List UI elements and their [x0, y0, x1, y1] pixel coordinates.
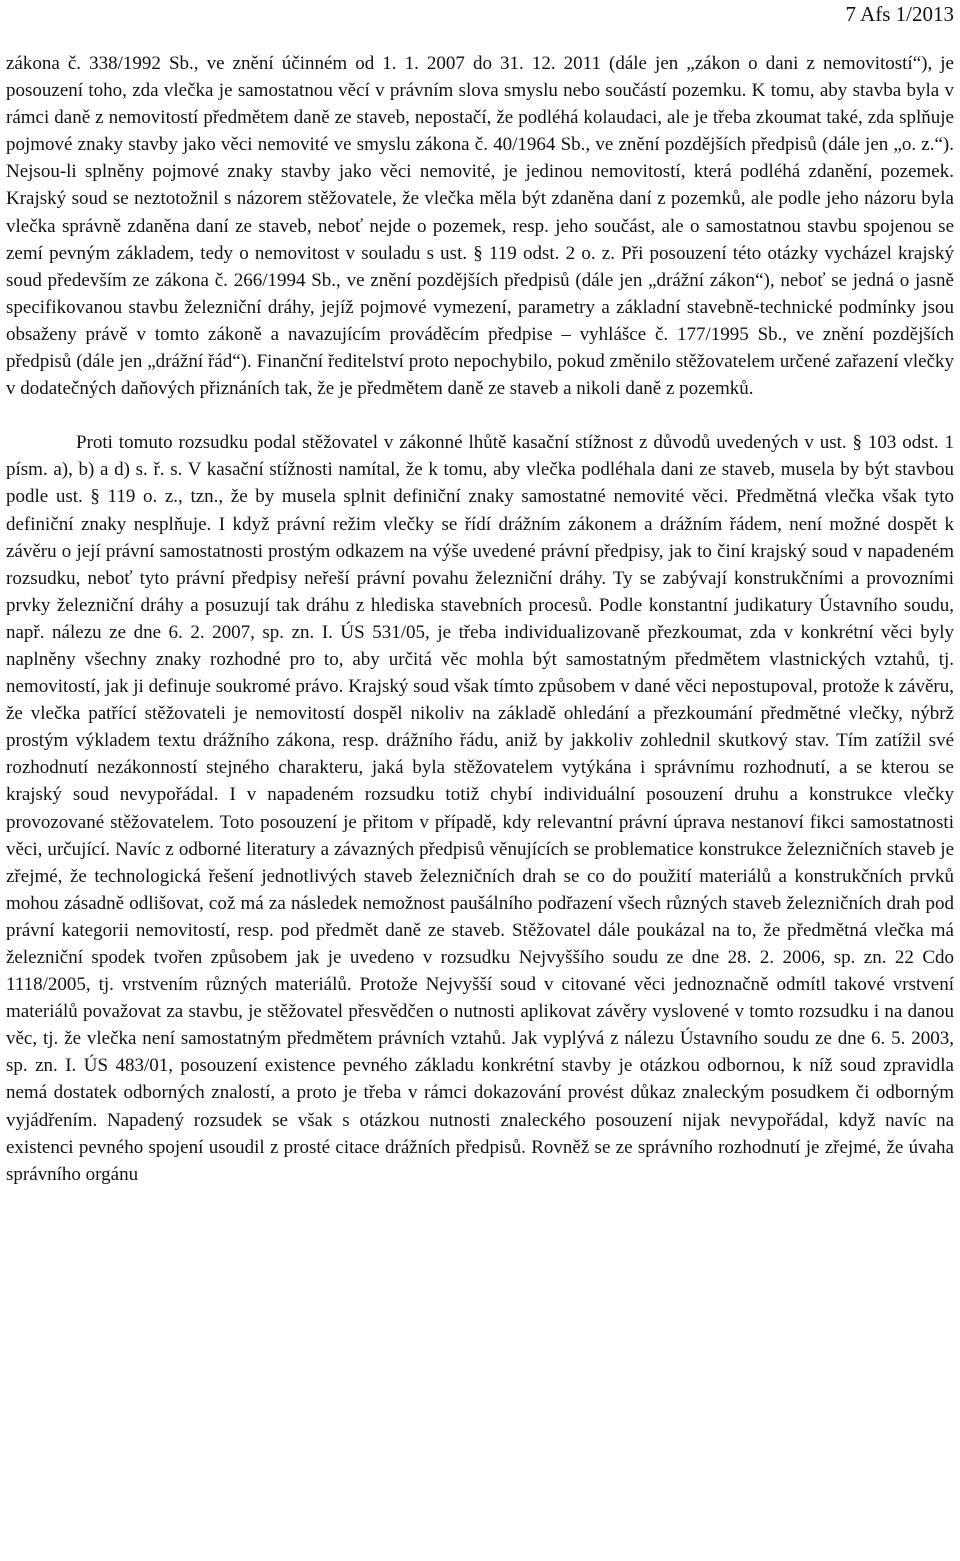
document-page: [6, 0, 954, 1561]
paragraph-continuation: zákona č. 338/1992 Sb., ve znění účinném od 1. 1. 2007 do 31. 12. 2011 (dále jen „zákon o dani z nemovitostí“), je posouzení toho, zda vlečka je samostatnou věcí v právním slova smyslu nebo součástí pozemku. K tomu, aby stavba byla v rámci daně z nemovitostí předmětem daně ze staveb, nepostačí, že podléhá kolaudaci, ale je třeba zkoumat také, zda splňuje pojmové znaky stavby jako věci nemovité ve smyslu zákona č. 40/1964 Sb., ve znění pozdějších předpisů (dále jen „o. z.“). Nejsou-li splněny pojmové znaky stavby jako věci nemovité, je jedinou nemovitostí, která podléhá zdanění, pozemek. Krajský soud se neztotožnil s názorem stěžovatele, že vlečka měla být zdaněna daní z pozemků, ale podle jeho názoru byla vlečka správně zdaněna daní ze staveb, neboť nejde o pozemek, resp. jeho součást, ale o samostatnou stavbu spojenou se zemí pevným základem, tedy o nemovitost v souladu s ust. § 119 odst. 2 o. z. Při posouzení této otázky vycházel krajský soud především ze zákona č. 266/1994 Sb., ve znění pozdějších předpisů (dále jen „drážní zákon“), neboť se jedná o jasně specifikovanou stavbu železniční dráhy, jejíž pojmové vymezení, parametry a základní stavebně-technické podmínky jsou obsaženy právě v tomto zákoně a navazujícím prováděcím předpise – vyhlášce č. 177/1995 Sb., ve znění pozdějších předpisů (dále jen „drážní řád“). Finanční ředitelství proto nepochybilo, pokud změnilo stěžovatelem určené zařazení vlečky v dodatečných daňových přiznáních tak, že je předmětem daně ze staveb a nikoli daně z pozemků.: [6, 53, 954, 400]
document-body: [6, 50, 954, 1188]
case-number-header: 7 Afs 1/2013: [845, 2, 954, 26]
paragraph-cassation-complaint: Proti tomuto rozsudku podal stěžovatel v zákonné lhůtě kasační stížnost z důvodů uvedených v ust. § 103 odst. 1 písm. a), b) a d) s. ř. s. V kasační stížnosti namítal, že k tomu, aby vlečka podléhala dani ze staveb, musela by být stavbou podle ust. § 119 o. z., tzn., že by musela splnit definiční znaky samostatné nemovité věci. Předmětná vlečka však tyto definiční znaky nesplňuje. I když právní režim vlečky se řídí drážním zákonem a drážním řádem, není možné dospět k závěru o její právní samostatnosti prostým odkazem na výše uvedené právní předpisy, jak to činí krajský soud v napadeném rozsudku, neboť tyto právní předpisy neřeší právní povahu železniční dráhy. Ty se zabývají konstrukčními a provozními prvky železniční dráhy a posuzují tak dráhu z hlediska stavebních procesů. Podle konstantní judikatury Ústavního soudu, např. nálezu ze dne 6. 2. 2007, sp. zn. I. ÚS 531/05, je třeba individualizovaně přezkoumat, zda v konkrétní věci byly naplněny všechny znaky rozhodné pro to, aby určitá věc mohla být samostatným předmětem vlastnických vztahů, tj. nemovitostí, jak ji definuje soukromé právo. Krajský soud však tímto způsobem v dané věci nepostupoval, protože k závěru, že vlečka patřící stěžovateli je nemovitostí dospěl nikoliv na základě ohledání a přezkoumání předmětné vlečky, nýbrž prostým výkladem textu drážního zákona, resp. drážního řádu, aniž by jakkoliv zohlednil skutkový stav. Tím zatížil své rozhodnutí nezákonností stejného charakteru, jaká byla stěžovatelem vytýkána i správnímu rozhodnutí, a se kterou se krajský soud nevypořádal. I v napadeném rozsudku totiž chybí individuální posouzení druhu a konstrukce vlečky provozované stěžovatelem. Toto posouzení je přitom v případě, kdy relevantní právní úprava nestanoví fikci samostatnosti věci, určující. Navíc z odborné literatury a závazných předpisů věnujících se problematice konstrukce železničních staveb je zřejmé, že technologická řešení jednotlivých staveb železničních drah se co do použití materiálů a konstrukčních prvků mohou zásadně odlišovat, což má za následek nemožnost paušálního podřazení všech různých staveb železničních drah pod právní kategorii nemovitostí, resp. pod předmět daně ze staveb. Stěžovatel dále poukázal na to, že předmětná vlečka má železniční spodek tvořen způsobem jak je uvedeno v rozsudku Nejvyššího soudu ze dne 28. 2. 2006, sp. zn. 22 Cdo 1118/2005, tj. vrstvením různých materiálů. Protože Nejvyšší soud v citované věci jednoznačně odmítl takové vrstvení materiálů považovat za stavbu, je stěžovatel přesvědčen o nutnosti aplikovat závěry vyslovené v tomto rozsudku i na danou věc, tj. že vlečka není samostatným předmětem právních vztahů. Jak vyplývá z nálezu Ústavního soudu ze dne 6. 5. 2003, sp. zn. I. ÚS 483/01, posouzení existence pevného základu konkrétní stavby je otázkou odbornou, k níž soud zpravidla nemá dostatek odborných znalostí, a proto je třeba v rámci dokazování provést důkaz znaleckým posudkem či odborným vyjádřením. Napadený rozsudek se však s otázkou nutnosti znaleckého posouzení nijak nevypořádal, když navíc na existenci pevného spojení usoudil z prosté citace drážních předpisů. Rovněž se ze správního rozhodnutí je zřejmé, že úvaha správního orgánu: [6, 432, 954, 1185]
